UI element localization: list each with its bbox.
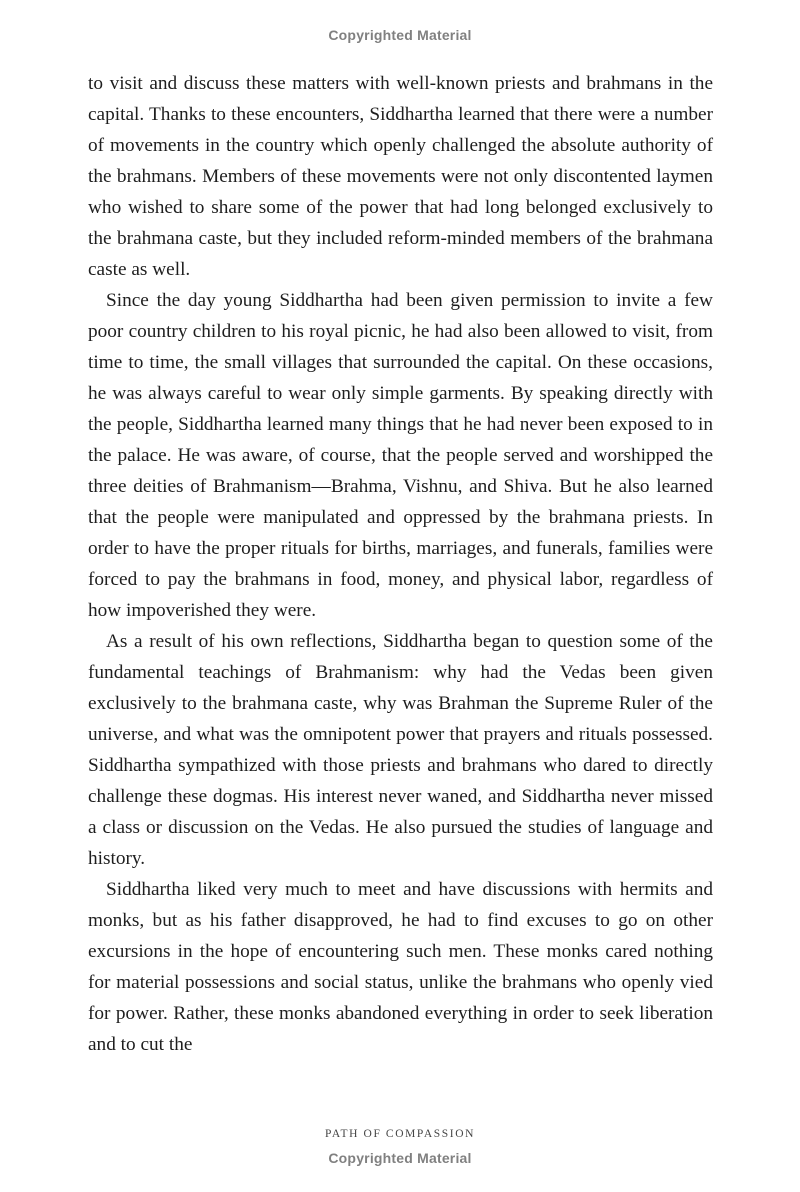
paragraph: Since the day young Siddhartha had been given permission to invite a few poor country children to his royal picnic, he had also been allowed to visit, from time to time, the small villages that surrounded the capital. On these occasions, he was always careful to wear only simple garments. By speaking directly with the people, Siddhartha learned many things that he had never been exposed to in the palace. He was aware, of course, that the people served and worshipped the three deities of Brahmanism—Brahma, Vishnu, and Shiva. But he also learned that the people were manipulated and oppressed by the brahmana priests. In order to have the proper rituals for births, marriages, and funerals, families were forced to pay the brahmans in food, money, and physical labor, regardless of how impoverished they were. bbox=[88, 290, 713, 621]
running-footer-title: PATH OF COMPASSION bbox=[324, 1128, 476, 1140]
copyright-watermark-top: Copyrighted Material bbox=[328, 27, 472, 43]
copyright-watermark-bottom: Copyrighted Material bbox=[328, 1150, 472, 1166]
paragraph: As a result of his own reflections, Siddhartha began to question some of the fundamental teachings of Brahmanism: why had the Vedas been given exclusively to the brahmana caste, why was Brahman the Supreme Ruler of the universe, and what was the omnipotent power that prayers and rituals possessed. Siddhartha sympathized with those priests and brahmans who dared to directly challenge these dogmas. His interest never waned, and Siddhartha never missed a class or discussion on the Vedas. He also pursued the studies of language and history. bbox=[88, 631, 713, 869]
page-body bbox=[88, 68, 713, 1060]
paragraph: Siddhartha liked very much to meet and have discussions with hermits and monks, but as his father disapproved, he had to find excuses to go on other excursions in the hope of encountering such men. These monks cared nothing for material possessions and social status, unlike the brahmans who openly vied for power. Rather, these monks abandoned everything in order to seek liberation and to cut the bbox=[88, 879, 713, 1055]
paragraph-continued: to visit and discuss these matters with well-known priests and brahmans in the capital. Thanks to these encounters, Siddhartha learned that there were a number of movements in the country which openly challenged the absolute authority of the brahmans. Members of these movements were not only discontented laymen who wished to share some of the power that had long belonged exclusively to the brahmana caste, but they included reform-minded members of the brahmana caste as well. bbox=[88, 73, 713, 280]
